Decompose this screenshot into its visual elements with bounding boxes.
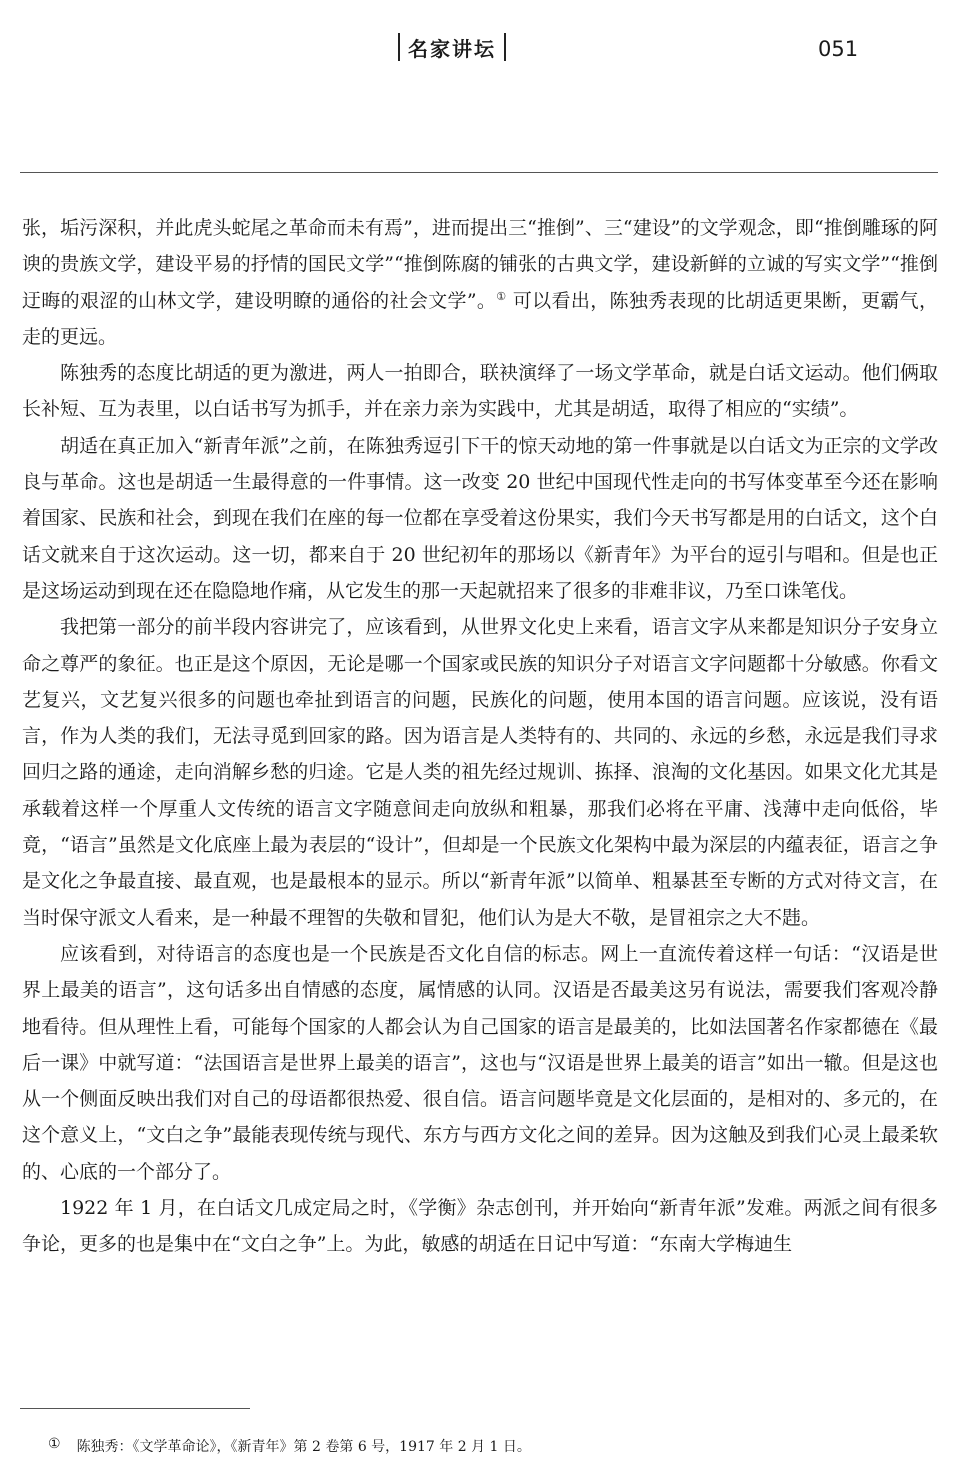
footnote-text: 陈独秀：《文学革命论》，《新青年》第 2 卷第 6 号，1917 年 2 月 1 日。 (76, 1439, 531, 1455)
footnote-rule (20, 1408, 250, 1409)
paragraph-1-text: 张，垢污深积，并此虎头蛇尾之革命而未有焉”，进而提出三“推倒”、三“建设”的文学观念，即“推倒雕琢的阿谀的贵族文学，建设平易的抒情的国民文学”“推倒陈腐的铺张的古典文学，建设新鲜的立诚的写实文学”“推倒迂晦的艰涩的山林文学，建设明瞭的通俗的社会文学”。 (22, 217, 938, 312)
paragraph-5: 应该看到，对待语言的态度也是一个民族是否文化自信的标志。网上一直流传着这样一句话：“汉语是世界上最美的语言”，这句话多出自情感的态度，属情感的认同。汉语是否最美这另有说法，需要我们客观冷静地看待。但从理性上看，可能每个国家的人都会认为自己国家的语言是最美的，比如法国著名作家都德在《最后一课》中就写道：“法国语言是世界上最美的语言”，这也与“汉语是世界上最美的语言”如出一辙。但是这也从一个侧面反映出我们对自己的母语都很热爱、很自信。语言问题毕竟是文化层面的，是相对的、多元的，在这个意义上，“文白之争”最能表现传统与现代、东方与西方文化之间的差异。因为这触及到我们心灵上最柔软的、心底的一个部分了。 (22, 942, 938, 1183)
page-number: 051 (818, 37, 859, 61)
running-header (398, 33, 506, 61)
footnote-reference: ① (496, 289, 507, 303)
column-title: 名家讲坛 (408, 36, 496, 61)
paragraph-6: 1922 年 1 月，在白话文几成定局之时，《学衡》杂志创刊，并开始向“新青年派”发难。两派之间有很多争论，更多的也是集中在“文白之争”上。为此，敏感的胡适在日记中写道：“东南大学梅迪生 (22, 1197, 938, 1256)
footnote (48, 1436, 531, 1456)
paragraph-2: 陈独秀的态度比胡适的更为激进，两人一拍即合，联袂演绎了一场文学革命，就是白话文运动。他们俩取长补短、互为表里，以白话书写为抓手，并在亲力亲为实践中，尤其是胡适，取得了相应的“实绩”。 (22, 362, 938, 421)
header-right-bar (504, 33, 506, 61)
paragraph-3: 胡适在真正加入“新青年派”之前，在陈独秀逗引下干的惊天动地的第一件事就是以白话文为正宗的文学改良与革命。这也是胡适一生最得意的一件事情。这一改变 20 世纪中国现代性走向的书写体变革至今还在影响着国家、民族和社会，到现在我们在座的每一位都在享受着这份果实，我们今天书写都是用的白话文，这个白话文就来自于这次运动。这一切，都来自于 20 世纪初年的那场以《新青年》为平台的逗引与唱和。但是也正是这场运动到现在还在隐隐地作痛，从它发生的那一天起就招来了很多的非难非议，乃至口诛笔伐。 (22, 434, 938, 602)
paragraph-1-text-continued: 可以看出，陈独秀表现的比胡适更果断，更霸气，走的更远。 (22, 289, 938, 348)
header-rule (20, 172, 938, 173)
footnote-marker: ① (48, 1436, 61, 1452)
article-body (22, 210, 938, 1263)
paragraph-4: 我把第一部分的前半段内容讲完了，应该看到，从世界文化史上来看，语言文字从来都是知识分子安身立命之尊严的象征。也正是这个原因，无论是哪一个国家或民族的知识分子对语言文字问题都十分敏感。你看文艺复兴，文艺复兴很多的问题也牵扯到语言的问题，民族化的问题，使用本国的语言问题。应该说，没有语言，作为人类的我们，无法寻觅到回家的路。因为语言是人类特有的、共同的、永远的乡愁，永远是我们寻求回归之路的通途，走向消解乡愁的归途。它是人类的祖先经过规训、拣择、浪淘的文化基因。如果文化尤其是承载着这样一个厚重人文传统的语言文字随意间走向放纵和粗暴，那我们必将在平庸、浅薄中走向低俗，毕竟，“语言”虽然是文化底座上最为表层的“设计”，但却是一个民族文化架构中最为深层的内蕴表征，语言之争是文化之争最直接、最直观，也是最根本的显示。所以“新青年派”以简单、粗暴甚至专断的方式对待文言，在当时保守派文人看来，是一种最不理智的失敬和冒犯，他们认为是大不敬，是冒祖宗之大不韪。 (22, 616, 938, 929)
paragraph-1 (22, 210, 938, 355)
